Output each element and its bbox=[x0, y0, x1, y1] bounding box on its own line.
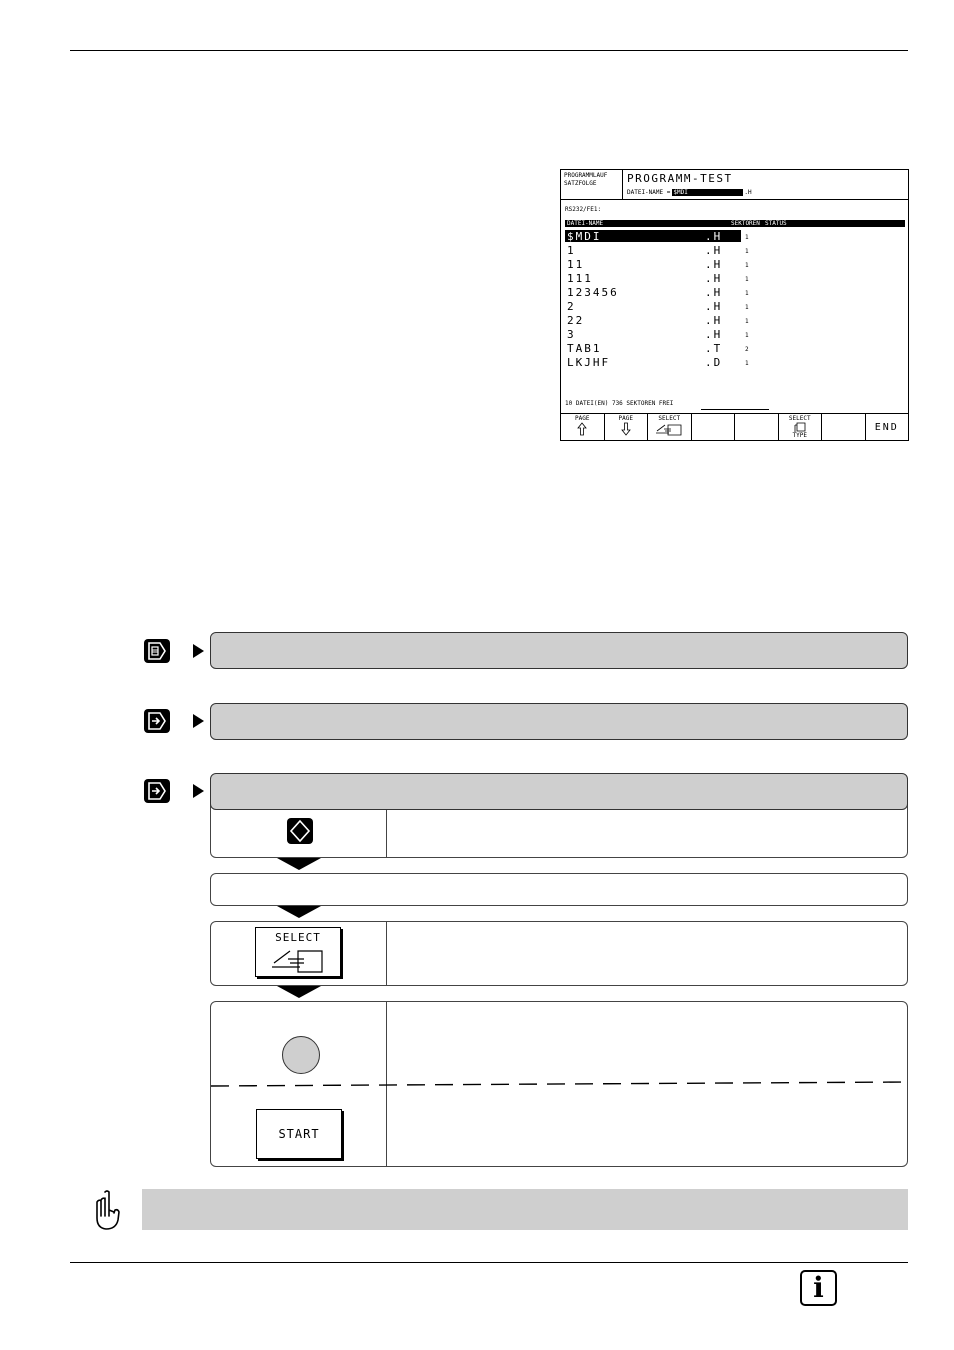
datei-name-row bbox=[627, 189, 752, 196]
file-sectors: 1 bbox=[745, 262, 749, 269]
pointing-hand-icon bbox=[88, 1188, 122, 1232]
file-ext: .H bbox=[705, 286, 723, 299]
file-name: LKJHF bbox=[567, 356, 611, 369]
port-label: RS232/FE1: bbox=[565, 206, 602, 213]
file-ext: .H bbox=[705, 328, 723, 341]
file-sectors: 1 bbox=[745, 304, 749, 311]
mode-line-1: PROGRAMMLAUF bbox=[564, 172, 608, 179]
select-hand-icon bbox=[655, 422, 683, 436]
datei-name-ext: .H bbox=[744, 189, 752, 196]
program-run-icon[interactable] bbox=[143, 708, 171, 734]
footer-rule bbox=[70, 1262, 908, 1263]
file-sectors: 1 bbox=[745, 234, 749, 241]
softkey-end[interactable] bbox=[866, 414, 909, 440]
softkey-select[interactable] bbox=[648, 414, 692, 440]
header-rule bbox=[70, 50, 908, 51]
softkey-empty-7[interactable] bbox=[822, 414, 866, 440]
flow-arrow-down-icon bbox=[277, 858, 321, 870]
info-icon-glyph: i bbox=[813, 1271, 824, 1304]
file-ext: .H bbox=[705, 300, 723, 313]
program-run-icon[interactable] bbox=[143, 778, 171, 804]
free-sectors-status: 10 DATEI(EN) 736 SEKTOREN FREI bbox=[565, 400, 674, 407]
screen-title: PROGRAMM-TEST bbox=[627, 172, 733, 185]
softkey-empty-5[interactable] bbox=[735, 414, 779, 440]
file-sectors: 1 bbox=[745, 290, 749, 297]
note-bar bbox=[142, 1189, 908, 1230]
softkey-page-down-label: PAGE bbox=[618, 415, 633, 422]
select-softkey[interactable] bbox=[255, 927, 341, 977]
file-name: 123456 bbox=[567, 286, 619, 299]
file-sectors: 1 bbox=[745, 360, 749, 367]
col-sektoren: SEKTOREN bbox=[731, 220, 760, 227]
softkey-select-type-sub: TYPE bbox=[792, 432, 807, 439]
arrow-down-icon bbox=[621, 422, 631, 436]
col-status: STATUS bbox=[765, 220, 787, 227]
info-icon bbox=[800, 1270, 837, 1306]
datei-name-value[interactable]: $MDI bbox=[672, 189, 743, 196]
nc-start-button[interactable] bbox=[282, 1036, 320, 1074]
file-name: 3 bbox=[567, 328, 576, 341]
footer-underline bbox=[701, 409, 769, 410]
step-bar-1 bbox=[210, 632, 908, 669]
softkey-select-type-label: SELECT bbox=[788, 415, 811, 422]
file-manager-icon[interactable] bbox=[286, 817, 314, 845]
tnc-screen bbox=[560, 169, 909, 441]
flow-arrow-down-icon bbox=[277, 986, 321, 998]
file-sectors: 2 bbox=[745, 346, 749, 353]
dashed-separator bbox=[211, 1080, 909, 1090]
file-name: 1 bbox=[567, 244, 576, 257]
softkey-bar bbox=[561, 413, 908, 440]
step-box-select bbox=[210, 921, 908, 986]
file-name: 111 bbox=[567, 272, 593, 285]
file-name: TAB1 bbox=[567, 342, 602, 355]
step-bar-3 bbox=[210, 773, 908, 810]
file-type-icon bbox=[792, 422, 808, 432]
file-name: 22 bbox=[567, 314, 585, 327]
file-ext: .T bbox=[705, 342, 723, 355]
start-softkey-label: START bbox=[278, 1127, 320, 1141]
file-ext: .D bbox=[705, 356, 723, 369]
file-sectors: 1 bbox=[745, 248, 749, 255]
file-name: 2 bbox=[567, 300, 576, 313]
softkey-end-label: END bbox=[874, 422, 899, 433]
col-datei-name: DATEI-NAME bbox=[567, 220, 604, 227]
flow-arrow-down-icon bbox=[277, 906, 321, 918]
file-ext: .H bbox=[705, 314, 723, 327]
arrow-up-icon bbox=[577, 422, 587, 436]
mode-display bbox=[561, 170, 623, 200]
softkey-page-down[interactable] bbox=[605, 414, 649, 440]
softkey-page-up-label: PAGE bbox=[575, 415, 590, 422]
step-arrow-icon bbox=[193, 714, 204, 728]
select-hand-icon bbox=[270, 945, 326, 973]
step-box-start bbox=[210, 1001, 908, 1167]
softkey-select-type[interactable] bbox=[779, 414, 823, 440]
softkey-empty-4[interactable] bbox=[692, 414, 736, 440]
softkey-select-label: SELECT bbox=[658, 415, 681, 422]
file-name: $MDI bbox=[567, 230, 602, 243]
start-softkey[interactable] bbox=[256, 1109, 342, 1159]
step-arrow-icon bbox=[193, 784, 204, 798]
step-box-instruction bbox=[210, 873, 908, 906]
file-list-header bbox=[565, 220, 905, 227]
file-ext: .H bbox=[705, 230, 723, 243]
mode-line-2: SATZFOLGE bbox=[564, 180, 597, 187]
step-bar-2 bbox=[210, 703, 908, 740]
step-arrow-icon bbox=[193, 644, 204, 658]
file-sectors: 1 bbox=[745, 318, 749, 325]
select-softkey-label: SELECT bbox=[275, 931, 321, 944]
file-ext: .H bbox=[705, 258, 723, 271]
file-ext: .H bbox=[705, 272, 723, 285]
file-sectors: 1 bbox=[745, 276, 749, 283]
softkey-page-up[interactable] bbox=[561, 414, 605, 440]
file-name: 11 bbox=[567, 258, 585, 271]
datei-name-label: DATEI-NAME = bbox=[627, 189, 671, 196]
file-sectors: 1 bbox=[745, 332, 749, 339]
file-ext: .H bbox=[705, 244, 723, 257]
program-run-single-block-icon[interactable] bbox=[143, 638, 171, 664]
screen-title-area bbox=[623, 170, 908, 200]
